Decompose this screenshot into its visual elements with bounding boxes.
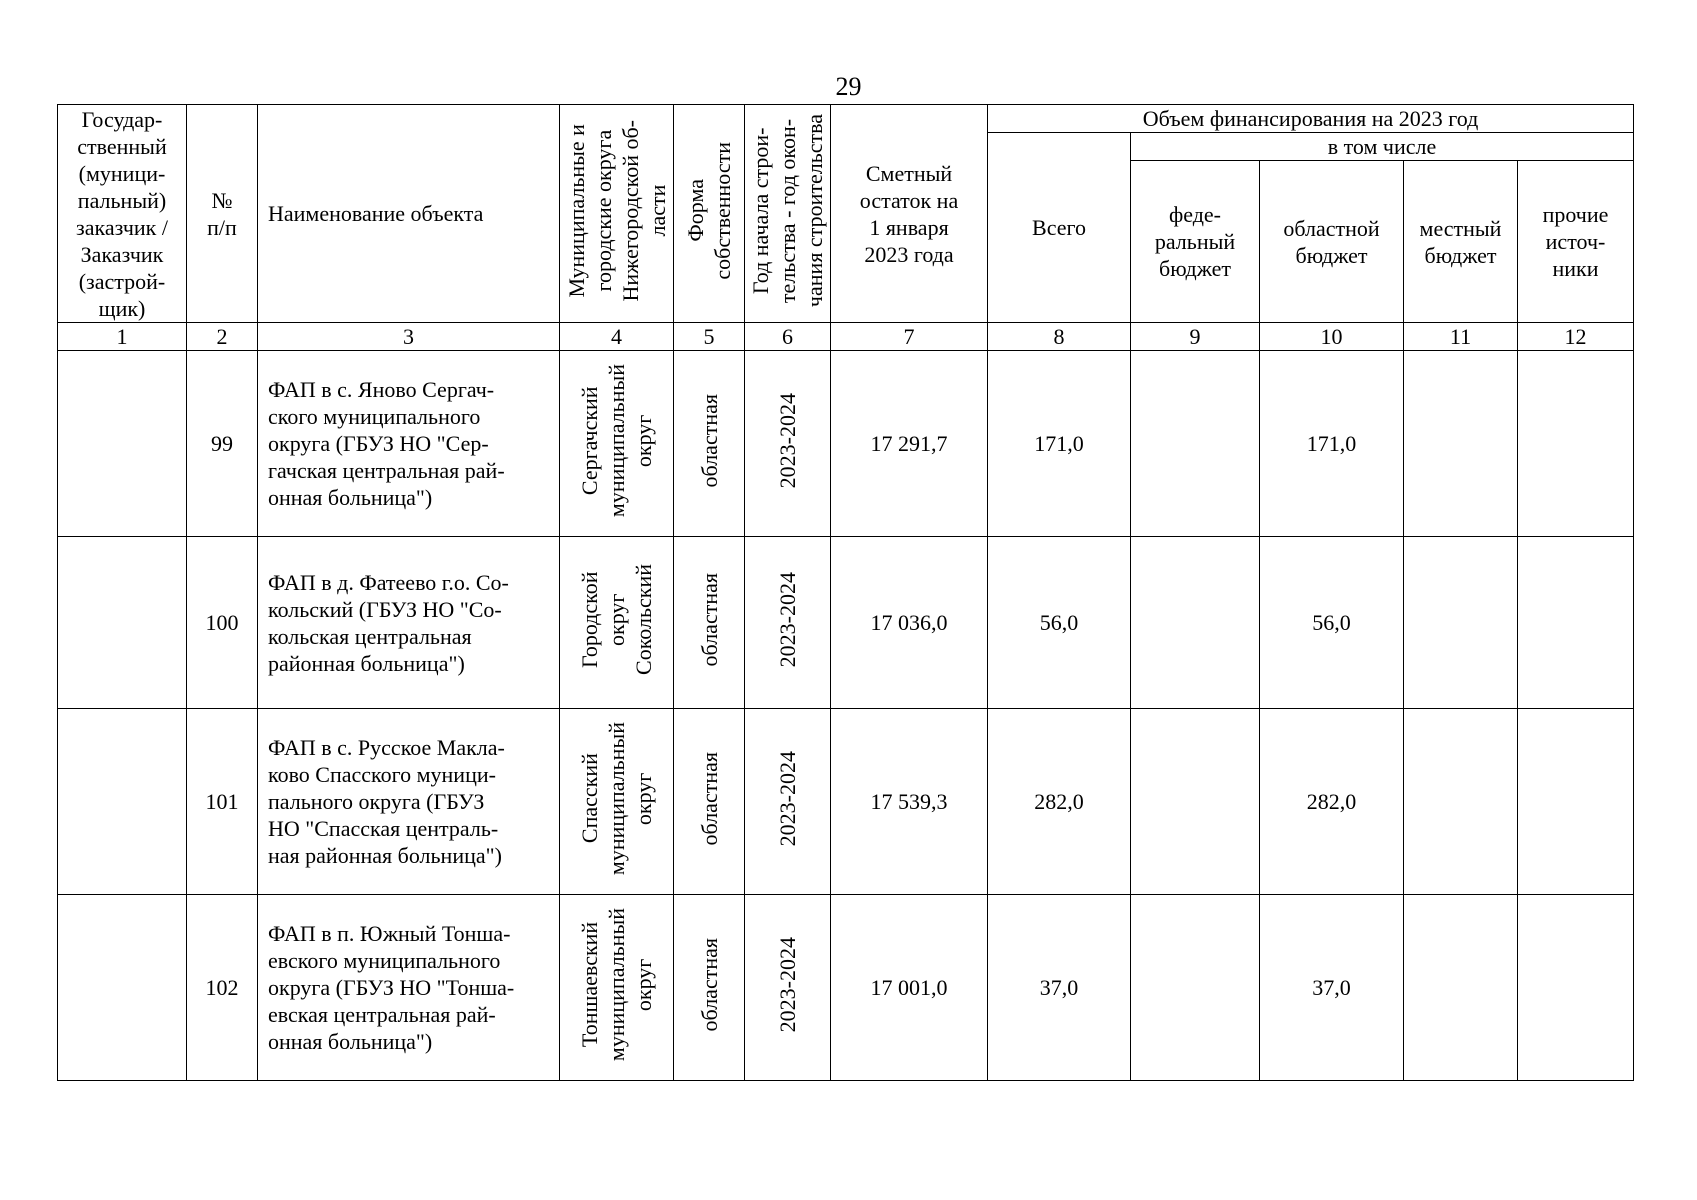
cell-customer — [58, 895, 187, 1081]
column-number: 1 — [58, 323, 187, 351]
municipality-text: Тоншаевский муниципальный округ — [577, 907, 656, 1062]
cell-object-name — [258, 709, 560, 895]
cell-other — [1518, 709, 1634, 895]
cell-row-number: 101 — [187, 709, 258, 895]
ownership-text: областная — [696, 572, 722, 667]
cell-total: 56,0 — [988, 537, 1131, 709]
cell-municipality — [560, 895, 674, 1081]
cell-municipality — [560, 537, 674, 709]
cell-regional: 171,0 — [1260, 351, 1404, 537]
header-federal: феде- ральный бюджет — [1131, 161, 1260, 323]
cell-ownership — [674, 709, 745, 895]
cell-estimate: 17 539,3 — [831, 709, 988, 895]
table-row — [58, 351, 1634, 537]
header-regional: областной бюджет — [1260, 161, 1404, 323]
cell-total: 282,0 — [988, 709, 1131, 895]
column-number: 3 — [258, 323, 560, 351]
page-number: 29 — [835, 72, 862, 101]
header-local: местный бюджет — [1404, 161, 1518, 323]
cell-federal — [1131, 537, 1260, 709]
cell-estimate: 17 291,7 — [831, 351, 988, 537]
header-ownership — [674, 105, 745, 323]
cell-object-name — [258, 351, 560, 537]
header-object-name: Наименование объекта — [258, 105, 560, 323]
years-text: 2023-2024 — [775, 392, 800, 489]
cell-object-name — [258, 895, 560, 1081]
column-number: 2 — [187, 323, 258, 351]
municipality-text: Спасский муниципальный округ — [577, 721, 656, 876]
column-number: 4 — [560, 323, 674, 351]
municipality-text: Сергачский муниципальный округ — [577, 363, 656, 518]
table-row — [58, 709, 1634, 895]
cell-total: 37,0 — [988, 895, 1131, 1081]
cell-local — [1404, 537, 1518, 709]
header-years-text: Год начала строи- тельства - год окон- чания строительства — [748, 113, 827, 308]
header-total: Всего — [988, 133, 1131, 323]
cell-local — [1404, 895, 1518, 1081]
cell-customer — [58, 537, 187, 709]
cell-local — [1404, 351, 1518, 537]
header-municipality — [560, 105, 674, 323]
cell-object-name — [258, 537, 560, 709]
column-number: 8 — [988, 323, 1131, 351]
cell-estimate: 17 036,0 — [831, 537, 988, 709]
cell-federal — [1131, 895, 1260, 1081]
object-name-text: ФАП в с. Яново Сергач- ского муниципального округа (ГБУЗ НО "Сер- гачская центральная рай- онная больница") — [268, 377, 505, 510]
cell-regional: 282,0 — [1260, 709, 1404, 895]
cell-local — [1404, 709, 1518, 895]
cell-row-number: 102 — [187, 895, 258, 1081]
cell-federal — [1131, 351, 1260, 537]
cell-municipality — [560, 351, 674, 537]
cell-municipality — [560, 709, 674, 895]
cell-years — [745, 537, 831, 709]
object-name-text: ФАП в д. Фатеево г.о. Со- кольский (ГБУЗ НО "Со- кольская центральная районная больница") — [268, 569, 509, 676]
header-row-number: № п/п — [187, 105, 258, 323]
years-text: 2023-2024 — [775, 750, 800, 847]
cell-ownership — [674, 537, 745, 709]
cell-regional: 56,0 — [1260, 537, 1404, 709]
ownership-text: областная — [696, 751, 722, 846]
column-number: 12 — [1518, 323, 1634, 351]
cell-row-number: 100 — [187, 537, 258, 709]
cell-ownership — [674, 895, 745, 1081]
cell-years — [745, 709, 831, 895]
ownership-text: областная — [696, 393, 722, 488]
header-customer: Государ- ственный (муници- пальный) заказчик / Заказчик (застрой- щик) — [58, 105, 187, 323]
column-number: 9 — [1131, 323, 1260, 351]
cell-total: 171,0 — [988, 351, 1131, 537]
object-name-text: ФАП в п. Южный Тонша- евского муниципального округа (ГБУЗ НО "Тонша- евская центральная рай- онная больница") — [268, 921, 515, 1054]
years-text: 2023-2024 — [775, 571, 800, 668]
ownership-text: областная — [696, 937, 722, 1032]
column-number: 5 — [674, 323, 745, 351]
table-row — [58, 537, 1634, 709]
cell-other — [1518, 537, 1634, 709]
cell-regional: 37,0 — [1260, 895, 1404, 1081]
cell-years — [745, 351, 831, 537]
column-number: 7 — [831, 323, 988, 351]
cell-ownership — [674, 351, 745, 537]
cell-customer — [58, 351, 187, 537]
cell-other — [1518, 351, 1634, 537]
cell-other — [1518, 895, 1634, 1081]
cell-row-number: 99 — [187, 351, 258, 537]
header-ownership-text: Форма собственности — [683, 141, 735, 280]
municipality-text: Городской округ Сокольский — [577, 564, 656, 675]
header-municipality-text: Муниципальные и городские округа Нижегородской об- ласти — [563, 119, 670, 302]
cell-federal — [1131, 709, 1260, 895]
column-number: 10 — [1260, 323, 1404, 351]
header-estimate-balance: Сметный остаток на 1 января 2023 года — [831, 105, 988, 323]
cell-years — [745, 895, 831, 1081]
column-numbers-row — [58, 323, 1634, 351]
financing-table — [57, 104, 1634, 1081]
header-years — [745, 105, 831, 323]
cell-customer — [58, 709, 187, 895]
table-row — [58, 895, 1634, 1081]
column-number: 6 — [745, 323, 831, 351]
column-number: 11 — [1404, 323, 1518, 351]
header-funding-group: Объем финансирования на 2023 год — [988, 105, 1634, 133]
cell-estimate: 17 001,0 — [831, 895, 988, 1081]
object-name-text: ФАП в с. Русское Макла- ково Спасского муници- пального округа (ГБУЗ НО "Спасская централь- ная районная больница") — [268, 735, 505, 868]
header-other: прочие источ- ники — [1518, 161, 1634, 323]
years-text: 2023-2024 — [775, 936, 800, 1033]
header-row-top — [58, 105, 1634, 133]
header-including: в том числе — [1131, 133, 1634, 161]
